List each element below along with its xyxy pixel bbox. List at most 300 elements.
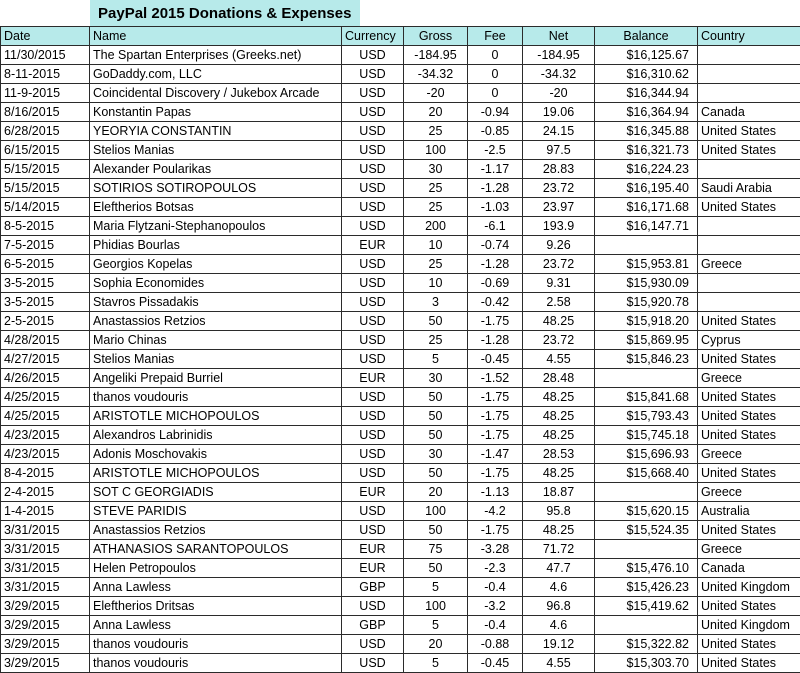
header-name[interactable]: Name	[90, 27, 342, 46]
cell-currency[interactable]: USD	[342, 350, 404, 369]
cell-date[interactable]: 3/31/2015	[1, 540, 90, 559]
cell-balance[interactable]	[595, 369, 698, 388]
cell-balance[interactable]: $16,195.40	[595, 179, 698, 198]
cell-name[interactable]: YEORYIA CONSTANTIN	[90, 122, 342, 141]
cell-fee[interactable]: -1.75	[468, 312, 523, 331]
cell-name[interactable]: Konstantin Papas	[90, 103, 342, 122]
cell-name[interactable]: SOT C GEORGIADIS	[90, 483, 342, 502]
cell-gross[interactable]: 20	[404, 483, 468, 502]
cell-fee[interactable]: -6.1	[468, 217, 523, 236]
cell-fee[interactable]: -1.28	[468, 331, 523, 350]
header-net[interactable]: Net	[523, 27, 595, 46]
cell-gross[interactable]: 30	[404, 445, 468, 464]
cell-gross[interactable]: 5	[404, 654, 468, 673]
cell-gross[interactable]: 5	[404, 350, 468, 369]
cell-net[interactable]: 23.97	[523, 198, 595, 217]
table-row	[1, 198, 800, 217]
cell-date[interactable]: 11/30/2015	[1, 46, 90, 65]
cell-country[interactable]: Greece	[698, 255, 800, 274]
table-row	[1, 293, 800, 312]
cell-net[interactable]: -184.95	[523, 46, 595, 65]
cell-balance[interactable]: $15,524.35	[595, 521, 698, 540]
cell-date[interactable]: 4/28/2015	[1, 331, 90, 350]
cell-currency[interactable]: USD	[342, 312, 404, 331]
cell-name[interactable]: Maria Flytzani-Stephanopoulos	[90, 217, 342, 236]
cell-date[interactable]: 3/29/2015	[1, 635, 90, 654]
cell-net[interactable]: 4.55	[523, 654, 595, 673]
cell-fee[interactable]: -0.94	[468, 103, 523, 122]
cell-fee[interactable]: -0.45	[468, 350, 523, 369]
cell-fee[interactable]: -1.75	[468, 388, 523, 407]
cell-currency[interactable]: EUR	[342, 559, 404, 578]
cell-currency[interactable]: USD	[342, 388, 404, 407]
cell-net[interactable]: 96.8	[523, 597, 595, 616]
cell-date[interactable]: 6/15/2015	[1, 141, 90, 160]
cell-fee[interactable]: -1.75	[468, 521, 523, 540]
cell-currency[interactable]: USD	[342, 426, 404, 445]
cell-gross[interactable]: 25	[404, 179, 468, 198]
cell-country[interactable]: United States	[698, 122, 800, 141]
cell-fee[interactable]: -1.47	[468, 445, 523, 464]
cell-currency[interactable]: EUR	[342, 540, 404, 559]
cell-fee[interactable]: -0.45	[468, 654, 523, 673]
cell-country[interactable]: Greece	[698, 540, 800, 559]
cell-date[interactable]: 4/27/2015	[1, 350, 90, 369]
table-row	[1, 426, 800, 445]
cell-name[interactable]: Coincidental Discovery / Jukebox Arcade	[90, 84, 342, 103]
table-row	[1, 312, 800, 331]
cell-fee[interactable]: -0.74	[468, 236, 523, 255]
cell-name[interactable]: Anna Lawless	[90, 616, 342, 635]
cell-net[interactable]: 4.6	[523, 578, 595, 597]
cell-country[interactable]: United States	[698, 521, 800, 540]
table-row	[1, 255, 800, 274]
cell-net[interactable]: 95.8	[523, 502, 595, 521]
cell-fee[interactable]: 0	[468, 84, 523, 103]
cell-net[interactable]: 2.58	[523, 293, 595, 312]
cell-name[interactable]: Anna Lawless	[90, 578, 342, 597]
table-row	[1, 236, 800, 255]
cell-date[interactable]: 8-11-2015	[1, 65, 90, 84]
table-row	[1, 483, 800, 502]
cell-fee[interactable]: -1.13	[468, 483, 523, 502]
cell-country[interactable]: United States	[698, 426, 800, 445]
cell-currency[interactable]: USD	[342, 635, 404, 654]
cell-currency[interactable]: USD	[342, 217, 404, 236]
cell-gross[interactable]: -184.95	[404, 46, 468, 65]
cell-country[interactable]	[698, 65, 800, 84]
cell-fee[interactable]: -1.28	[468, 179, 523, 198]
table-row	[1, 350, 800, 369]
cell-country[interactable]: United Kingdom	[698, 578, 800, 597]
cell-gross[interactable]: 75	[404, 540, 468, 559]
cell-balance[interactable]: $15,620.15	[595, 502, 698, 521]
cell-currency[interactable]: USD	[342, 103, 404, 122]
table-row	[1, 540, 800, 559]
cell-date[interactable]: 8/16/2015	[1, 103, 90, 122]
cell-country[interactable]: United Kingdom	[698, 616, 800, 635]
cell-net[interactable]: 28.53	[523, 445, 595, 464]
cell-balance[interactable]: $15,930.09	[595, 274, 698, 293]
cell-gross[interactable]: 25	[404, 331, 468, 350]
cell-fee[interactable]: 0	[468, 46, 523, 65]
cell-gross[interactable]: 3	[404, 293, 468, 312]
cell-gross[interactable]: 10	[404, 274, 468, 293]
cell-fee[interactable]: -0.85	[468, 122, 523, 141]
cell-country[interactable]: United States	[698, 141, 800, 160]
cell-name[interactable]: Anastassios Retzios	[90, 521, 342, 540]
cell-balance[interactable]: $16,147.71	[595, 217, 698, 236]
table-row	[1, 559, 800, 578]
cell-balance[interactable]: $15,793.43	[595, 407, 698, 426]
table-row	[1, 635, 800, 654]
cell-date[interactable]: 3/31/2015	[1, 559, 90, 578]
header-country[interactable]: Country	[698, 27, 800, 46]
cell-fee[interactable]: -1.17	[468, 160, 523, 179]
cell-country[interactable]: Canada	[698, 103, 800, 122]
cell-net[interactable]: -20	[523, 84, 595, 103]
cell-fee[interactable]: -1.03	[468, 198, 523, 217]
cell-date[interactable]: 3/29/2015	[1, 597, 90, 616]
cell-date[interactable]: 3/29/2015	[1, 616, 90, 635]
cell-fee[interactable]: -1.28	[468, 255, 523, 274]
cell-gross[interactable]: 30	[404, 160, 468, 179]
cell-country[interactable]: United States	[698, 407, 800, 426]
cell-name[interactable]: ARISTOTLE MICHOPOULOS	[90, 464, 342, 483]
cell-date[interactable]: 8-4-2015	[1, 464, 90, 483]
cell-balance[interactable]: $15,918.20	[595, 312, 698, 331]
cell-date[interactable]: 8-5-2015	[1, 217, 90, 236]
table-row	[1, 217, 800, 236]
cell-balance[interactable]	[595, 616, 698, 635]
cell-name[interactable]: Alexandros Labrinidis	[90, 426, 342, 445]
cell-net[interactable]: -34.32	[523, 65, 595, 84]
cell-country[interactable]: Greece	[698, 445, 800, 464]
cell-name[interactable]: Angeliki Prepaid Burriel	[90, 369, 342, 388]
header-fee[interactable]: Fee	[468, 27, 523, 46]
cell-country[interactable]	[698, 84, 800, 103]
cell-date[interactable]: 6-5-2015	[1, 255, 90, 274]
cell-balance[interactable]: $15,696.93	[595, 445, 698, 464]
cell-fee[interactable]: -2.3	[468, 559, 523, 578]
cell-currency[interactable]: USD	[342, 407, 404, 426]
cell-balance[interactable]: $15,476.10	[595, 559, 698, 578]
cell-country[interactable]	[698, 217, 800, 236]
cell-net[interactable]: 48.25	[523, 521, 595, 540]
cell-net[interactable]: 18.87	[523, 483, 595, 502]
cell-date[interactable]: 6/28/2015	[1, 122, 90, 141]
cell-name[interactable]: GoDaddy.com, LLC	[90, 65, 342, 84]
cell-name[interactable]: ARISTOTLE MICHOPOULOS	[90, 407, 342, 426]
cell-fee[interactable]: -0.42	[468, 293, 523, 312]
cell-name[interactable]: The Spartan Enterprises (Greeks.net)	[90, 46, 342, 65]
cell-gross[interactable]: 200	[404, 217, 468, 236]
cell-country[interactable]: United States	[698, 312, 800, 331]
cell-gross[interactable]: 5	[404, 578, 468, 597]
cell-country[interactable]: Greece	[698, 369, 800, 388]
cell-name[interactable]: Sophia Economides	[90, 274, 342, 293]
cell-country[interactable]: Australia	[698, 502, 800, 521]
cell-gross[interactable]: 50	[404, 426, 468, 445]
cell-net[interactable]: 48.25	[523, 312, 595, 331]
cell-country[interactable]: United States	[698, 198, 800, 217]
cell-gross[interactable]: 100	[404, 502, 468, 521]
cell-fee[interactable]: -2.5	[468, 141, 523, 160]
cell-gross[interactable]: 50	[404, 388, 468, 407]
cell-fee[interactable]: 0	[468, 65, 523, 84]
cell-net[interactable]: 48.25	[523, 464, 595, 483]
cell-name[interactable]: thanos voudouris	[90, 635, 342, 654]
cell-gross[interactable]: 25	[404, 122, 468, 141]
cell-balance[interactable]: $15,846.23	[595, 350, 698, 369]
cell-net[interactable]: 23.72	[523, 255, 595, 274]
header-currency[interactable]: Currency	[342, 27, 404, 46]
cell-name[interactable]: Georgios Kopelas	[90, 255, 342, 274]
table-row	[1, 521, 800, 540]
cell-date[interactable]: 7-5-2015	[1, 236, 90, 255]
cell-country[interactable]	[698, 46, 800, 65]
cell-balance[interactable]: $15,953.81	[595, 255, 698, 274]
cell-country[interactable]	[698, 293, 800, 312]
cell-gross[interactable]: 20	[404, 635, 468, 654]
cell-fee[interactable]: -4.2	[468, 502, 523, 521]
cell-gross[interactable]: 50	[404, 521, 468, 540]
cell-net[interactable]: 9.26	[523, 236, 595, 255]
cell-date[interactable]: 4/25/2015	[1, 407, 90, 426]
sheet-title: PayPal 2015 Donations & Expenses	[90, 0, 360, 26]
cell-fee[interactable]: -0.4	[468, 616, 523, 635]
cell-currency[interactable]: GBP	[342, 578, 404, 597]
cell-balance[interactable]: $15,841.68	[595, 388, 698, 407]
table-row	[1, 407, 800, 426]
cell-currency[interactable]: USD	[342, 160, 404, 179]
cell-gross[interactable]: 100	[404, 597, 468, 616]
cell-name[interactable]: Eleftherios Botsas	[90, 198, 342, 217]
cell-gross[interactable]: 5	[404, 616, 468, 635]
cell-currency[interactable]: USD	[342, 464, 404, 483]
table-row	[1, 369, 800, 388]
cell-country[interactable]: United States	[698, 388, 800, 407]
cell-net[interactable]: 48.25	[523, 388, 595, 407]
cell-gross[interactable]: 50	[404, 559, 468, 578]
cell-gross[interactable]: -34.32	[404, 65, 468, 84]
cell-name[interactable]: Phidias Bourlas	[90, 236, 342, 255]
cell-name[interactable]: Anastassios Retzios	[90, 312, 342, 331]
cell-balance[interactable]: $16,345.88	[595, 122, 698, 141]
table-row	[1, 65, 800, 84]
table-row	[1, 597, 800, 616]
cell-net[interactable]: 48.25	[523, 407, 595, 426]
cell-gross[interactable]: 50	[404, 464, 468, 483]
cell-net[interactable]: 4.6	[523, 616, 595, 635]
cell-country[interactable]	[698, 274, 800, 293]
cell-net[interactable]: 47.7	[523, 559, 595, 578]
cell-balance[interactable]: $16,364.94	[595, 103, 698, 122]
cell-fee[interactable]: -0.88	[468, 635, 523, 654]
cell-balance[interactable]: $15,668.40	[595, 464, 698, 483]
cell-country[interactable]: United States	[698, 635, 800, 654]
cell-balance[interactable]	[595, 236, 698, 255]
cell-date[interactable]: 3/31/2015	[1, 578, 90, 597]
cell-net[interactable]: 48.25	[523, 426, 595, 445]
table-row	[1, 103, 800, 122]
cell-date[interactable]: 3/31/2015	[1, 521, 90, 540]
cell-balance[interactable]: $16,321.73	[595, 141, 698, 160]
cell-gross[interactable]: 50	[404, 407, 468, 426]
cell-country[interactable]: United States	[698, 597, 800, 616]
cell-name[interactable]: Mario Chinas	[90, 331, 342, 350]
cell-country[interactable]: United States	[698, 654, 800, 673]
cell-name[interactable]: ATHANASIOS SARANTOPOULOS	[90, 540, 342, 559]
cell-currency[interactable]: USD	[342, 445, 404, 464]
cell-balance[interactable]: $16,310.62	[595, 65, 698, 84]
cell-name[interactable]: thanos voudouris	[90, 388, 342, 407]
cell-name[interactable]: SOTIRIOS SOTIROPOULOS	[90, 179, 342, 198]
table-row	[1, 84, 800, 103]
cell-country[interactable]	[698, 236, 800, 255]
cell-name[interactable]: Stavros Pissadakis	[90, 293, 342, 312]
cell-balance[interactable]: $15,745.18	[595, 426, 698, 445]
cell-gross[interactable]: 10	[404, 236, 468, 255]
cell-currency[interactable]: USD	[342, 331, 404, 350]
cell-balance[interactable]	[595, 540, 698, 559]
cell-balance[interactable]: $15,322.82	[595, 635, 698, 654]
cell-currency[interactable]: USD	[342, 179, 404, 198]
cell-net[interactable]: 28.83	[523, 160, 595, 179]
cell-fee[interactable]: -3.2	[468, 597, 523, 616]
cell-country[interactable]: Saudi Arabia	[698, 179, 800, 198]
cell-balance[interactable]: $16,171.68	[595, 198, 698, 217]
cell-country[interactable]: United States	[698, 350, 800, 369]
cell-fee[interactable]: -0.69	[468, 274, 523, 293]
cell-country[interactable]	[698, 160, 800, 179]
cell-name[interactable]: Adonis Moschovakis	[90, 445, 342, 464]
cell-date[interactable]: 4/25/2015	[1, 388, 90, 407]
cell-currency[interactable]: USD	[342, 84, 404, 103]
cell-gross[interactable]: 30	[404, 369, 468, 388]
cell-country[interactable]: Cyprus	[698, 331, 800, 350]
cell-country[interactable]: Greece	[698, 483, 800, 502]
cell-currency[interactable]: USD	[342, 654, 404, 673]
cell-currency[interactable]: USD	[342, 122, 404, 141]
cell-date[interactable]: 5/15/2015	[1, 179, 90, 198]
cell-net[interactable]: 9.31	[523, 274, 595, 293]
cell-name[interactable]: STEVE PARIDIS	[90, 502, 342, 521]
cell-date[interactable]: 3/29/2015	[1, 654, 90, 673]
cell-fee[interactable]: -3.28	[468, 540, 523, 559]
cell-name[interactable]: Stelios Manias	[90, 350, 342, 369]
cell-currency[interactable]: USD	[342, 198, 404, 217]
cell-gross[interactable]: 50	[404, 312, 468, 331]
cell-date[interactable]: 5/15/2015	[1, 160, 90, 179]
cell-balance[interactable]: $16,344.94	[595, 84, 698, 103]
cell-name[interactable]: Helen Petropoulos	[90, 559, 342, 578]
cell-currency[interactable]: USD	[342, 293, 404, 312]
cell-net[interactable]: 193.9	[523, 217, 595, 236]
cell-date[interactable]: 4/23/2015	[1, 426, 90, 445]
cell-name[interactable]: Eleftherios Dritsas	[90, 597, 342, 616]
cell-gross[interactable]: 25	[404, 255, 468, 274]
cell-date[interactable]: 3-5-2015	[1, 274, 90, 293]
cell-date[interactable]: 2-5-2015	[1, 312, 90, 331]
cell-balance[interactable]: $15,426.23	[595, 578, 698, 597]
header-date[interactable]: Date	[1, 27, 90, 46]
cell-fee[interactable]: -1.75	[468, 407, 523, 426]
cell-net[interactable]: 97.5	[523, 141, 595, 160]
cell-date[interactable]: 5/14/2015	[1, 198, 90, 217]
header-balance[interactable]: Balance	[595, 27, 698, 46]
cell-net[interactable]: 23.72	[523, 179, 595, 198]
cell-name[interactable]: thanos voudouris	[90, 654, 342, 673]
table-row	[1, 502, 800, 521]
table-row	[1, 46, 800, 65]
cell-currency[interactable]: EUR	[342, 236, 404, 255]
table-row	[1, 141, 800, 160]
header-gross[interactable]: Gross	[404, 27, 468, 46]
cell-currency[interactable]: GBP	[342, 616, 404, 635]
cell-balance[interactable]	[595, 483, 698, 502]
table-row	[1, 274, 800, 293]
cell-balance[interactable]: $16,224.23	[595, 160, 698, 179]
cell-gross[interactable]: 100	[404, 141, 468, 160]
cell-currency[interactable]: USD	[342, 65, 404, 84]
cell-date[interactable]: 3-5-2015	[1, 293, 90, 312]
cell-balance[interactable]: $15,303.70	[595, 654, 698, 673]
cell-currency[interactable]: USD	[342, 521, 404, 540]
cell-date[interactable]: 4/26/2015	[1, 369, 90, 388]
table-row	[1, 331, 800, 350]
cell-currency[interactable]: USD	[342, 255, 404, 274]
cell-net[interactable]: 19.06	[523, 103, 595, 122]
cell-currency[interactable]: EUR	[342, 483, 404, 502]
cell-currency[interactable]: EUR	[342, 369, 404, 388]
cell-currency[interactable]: USD	[342, 502, 404, 521]
cell-net[interactable]: 4.55	[523, 350, 595, 369]
cell-currency[interactable]: USD	[342, 274, 404, 293]
cell-country[interactable]: Canada	[698, 559, 800, 578]
cell-gross[interactable]: 25	[404, 198, 468, 217]
cell-fee[interactable]: -1.52	[468, 369, 523, 388]
table-row	[1, 160, 800, 179]
cell-balance[interactable]: $15,920.78	[595, 293, 698, 312]
cell-date[interactable]: 2-4-2015	[1, 483, 90, 502]
cell-net[interactable]: 23.72	[523, 331, 595, 350]
cell-fee[interactable]: -1.75	[468, 426, 523, 445]
cell-balance[interactable]: $15,419.62	[595, 597, 698, 616]
table-row	[1, 578, 800, 597]
cell-name[interactable]: Alexander Poularikas	[90, 160, 342, 179]
cell-currency[interactable]: USD	[342, 141, 404, 160]
cell-net[interactable]: 19.12	[523, 635, 595, 654]
cell-date[interactable]: 1-4-2015	[1, 502, 90, 521]
cell-gross[interactable]: -20	[404, 84, 468, 103]
cell-fee[interactable]: -0.4	[468, 578, 523, 597]
cell-date[interactable]: 4/23/2015	[1, 445, 90, 464]
cell-fee[interactable]: -1.75	[468, 464, 523, 483]
cell-currency[interactable]: USD	[342, 46, 404, 65]
cell-name[interactable]: Stelios Manias	[90, 141, 342, 160]
cell-country[interactable]: United States	[698, 464, 800, 483]
cell-balance[interactable]: $16,125.67	[595, 46, 698, 65]
cell-net[interactable]: 24.15	[523, 122, 595, 141]
cell-currency[interactable]: USD	[342, 597, 404, 616]
cell-gross[interactable]: 20	[404, 103, 468, 122]
cell-balance[interactable]: $15,869.95	[595, 331, 698, 350]
cell-net[interactable]: 71.72	[523, 540, 595, 559]
donations-table	[0, 26, 800, 673]
cell-date[interactable]: 11-9-2015	[1, 84, 90, 103]
cell-net[interactable]: 28.48	[523, 369, 595, 388]
